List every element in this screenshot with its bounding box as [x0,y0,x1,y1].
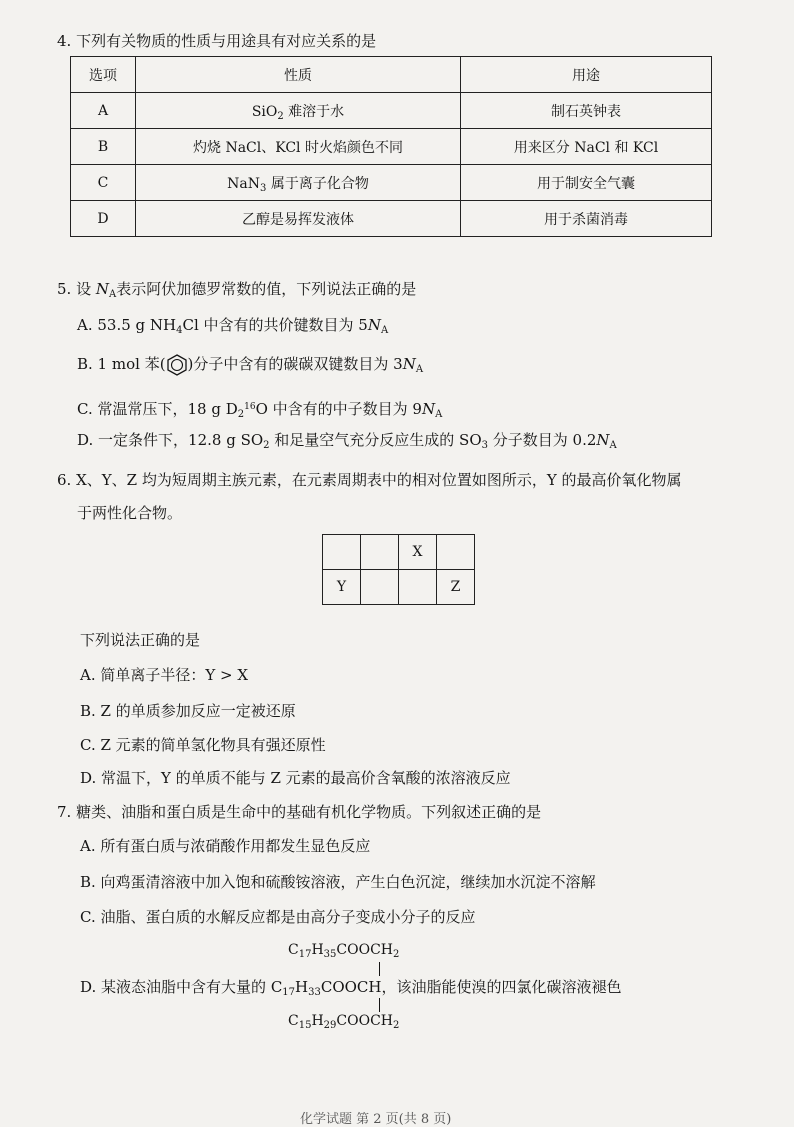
periodic-table-fragment [322,534,475,605]
fat-bond-upper [379,962,380,976]
q7-option-c: C. 油脂、蛋白质的水解反应都是由高分子变成小分子的反应 [80,908,476,926]
grid-cell [323,535,361,570]
q6-ask: 下列说法正确的是 [80,631,201,649]
q6-option-d: D. 常温下，Y 的单质不能与 Z 元素的最高价含氧酸的浓溶液反应 [80,769,511,787]
q4-stem: 4. 下列有关物质的性质与用途具有对应关系的是 [57,32,377,50]
row-property: NaN$_3$ 属于离子化合物 [136,165,461,201]
q6-stem-line1: 6. X、Y、Z 均为短周期主族元素，在元素周期表中的相对位置如图所示，Y 的最高价氧化物属 [57,471,682,489]
table-row [71,201,712,237]
fat-formula-line3: $C_{15}H_{29}COOCH_2$ [288,1013,400,1031]
q7-option-a: A. 所有蛋白质与浓硝酸作用都发生显色反应 [80,837,371,855]
grid-cell [361,570,399,605]
header-use: 用途 [461,57,712,93]
table-row [71,129,712,165]
q7-option-d: D. 某液态油脂中含有大量的 $C_{17}H_{33}COOCH$，该油脂能使溴的四氯化碳溶液褪色 [80,978,622,998]
table-row [323,570,475,605]
q5-option-a: A. 53.5 g $NH_4Cl$ 中含有的共价键数目为 $5N_A$ [77,316,389,336]
q5-stem: 5. 设 $N_A$表示阿伏加德罗常数的值，下列说法正确的是 [57,280,417,300]
table-row [323,535,475,570]
q6-option-c: C. Z 元素的简单氢化物具有强还原性 [80,736,326,754]
fat-formula-line2: $C_{17}H_{33}COOCH$ [270,978,382,998]
header-option: 选项 [71,57,136,93]
q7-option-b: B. 向鸡蛋清溶液中加入饱和硫酸铵溶液，产生白色沉淀，继续加水沉淀不溶解 [80,873,596,891]
q6-stem-line2: 于两性化合物。 [77,504,183,522]
fat-formula-line1: $C_{17}H_{35}COOCH_2$ [288,942,400,960]
row-property: 乙醇是易挥发液体 [136,201,461,237]
row-use: 用来区分 NaCl 和 KCl [461,129,712,165]
q4-table [70,56,712,237]
grid-cell [437,535,475,570]
q5-option-c: C. 常温常压下，18 g $D_2^{16}O$ 中含有的中子数目为 $9N_A$ [77,400,443,420]
row-option: C [71,165,136,201]
grid-cell: Z [437,570,475,605]
q5-option-d: D. 一定条件下，12.8 g $SO_2$ 和足量空气充分反应生成的 $SO_3$ 分子数目为 $0.2N_A$ [77,431,617,451]
grid-cell: X [399,535,437,570]
benzene-ring-icon [166,354,188,376]
row-option: B [71,129,136,165]
row-option: D [71,201,136,237]
row-option: A [71,93,136,129]
fat-bond-lower [379,998,380,1012]
header-property: 性质 [136,57,461,93]
q6-option-b: B. Z 的单质参加反应一定被还原 [80,702,296,720]
row-use: 用于制安全气囊 [461,165,712,201]
q5-option-b: B. 1 mol 苯( )分子中含有的碳碳双键数目为 $3N_A$ [77,355,424,375]
table-header-row [71,57,712,93]
page-footer: 化学试题 第 2 页(共 8 页) [300,1112,452,1127]
row-use: 用于杀菌消毒 [461,201,712,237]
row-property: SiO$_2$ 难溶于水 [136,93,461,129]
grid-cell [361,535,399,570]
q7-stem: 7. 糖类、油脂和蛋白质是生命中的基础有机化学物质。下列叙述正确的是 [57,803,542,821]
table-row [71,165,712,201]
grid-cell: Y [323,570,361,605]
table-row [71,93,712,129]
grid-cell [399,570,437,605]
row-use: 制石英钟表 [461,93,712,129]
row-property: 灼烧 NaCl、KCl 时火焰颜色不同 [136,129,461,165]
q6-option-a: A. 简单离子半径：Y > X [80,666,249,684]
